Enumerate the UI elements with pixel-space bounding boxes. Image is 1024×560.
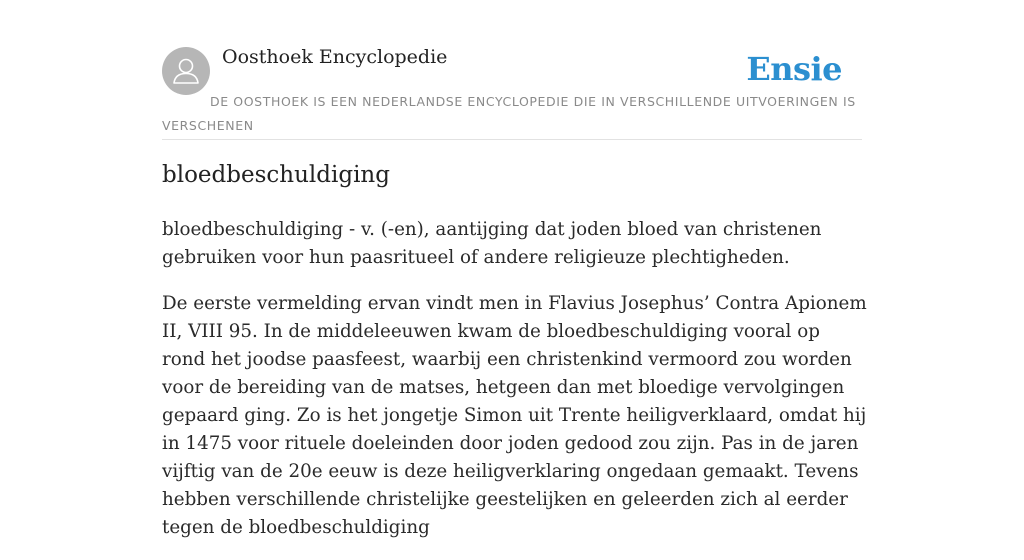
site-description: DE OOSTHOEK IS EEN NEDERLANDSE ENCYCLOPEDIE DIE IN VERSCHILLENDE UITVOERINGEN IS VERSCHENEN — [162, 94, 856, 133]
article-title: bloedbeschuldiging — [162, 162, 390, 188]
site-name-link[interactable]: Oosthoek Encyclopedie — [222, 46, 448, 68]
header-divider — [162, 139, 862, 140]
user-icon[interactable] — [162, 47, 210, 95]
ensie-logo[interactable]: Ensie — [746, 50, 842, 88]
article-body — [162, 216, 868, 560]
article-paragraph: De eerste vermelding ervan vindt men in Flavius Josephus’ Contra Apionem II, VIII 95. In de middeleeuwen kwam de bloedbeschuldiging vooral op rond het joodse paasfeest, waarbij een christenkind vermoord zou worden voor de bereiding van de matses, hetgeen dan met bloedige vervolgingen gepaard ging. Zo is het jongetje Simon uit Trente heiligverklaard, omdat hij in 1475 voor rituele doeleinden door joden gedood zou zijn. Pas in de jaren vijftig van de 20e eeuw is deze heiligverklaring ongedaan gemaakt. Tevens hebben verschillende christelijke geestelijken en geleerden zich al eerder tegen de bloedbeschuldiging — [162, 293, 867, 538]
article-paragraph: bloedbeschuldiging - v. (-en), aantijging dat joden bloed van christenen gebruiken voor hun paasritueel of andere religieuze plechtigheden. — [162, 219, 822, 268]
site-header — [162, 40, 862, 140]
